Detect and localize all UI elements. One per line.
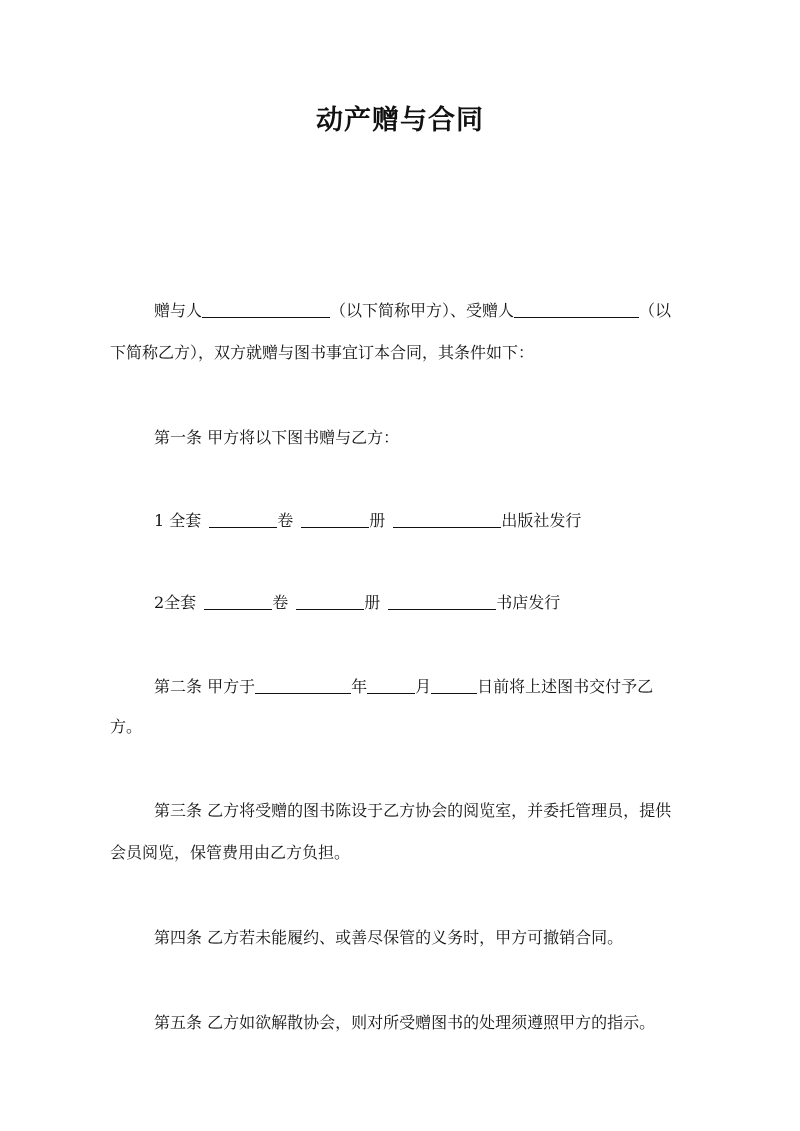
- item2-book-unit: 册: [364, 593, 381, 612]
- item1-book-unit: 册: [369, 511, 386, 530]
- item1-volume-blank: [209, 511, 277, 528]
- intro-line-2: 下简称乙方），双方就赠与图书事宜订本合同，其条件如下：: [110, 343, 535, 362]
- article-2-suffix: 日前将上述图书交付予乙: [477, 677, 654, 696]
- recipient-alias-start: （以: [639, 301, 672, 320]
- item1-suffix: 出版社发行: [501, 511, 582, 530]
- recipient-blank: [514, 301, 639, 318]
- article-2-line-1: [110, 664, 744, 709]
- document-title: 动产赠与合同: [316, 105, 484, 136]
- item1-prefix: 1 全套: [154, 511, 202, 530]
- book-item-1: [110, 498, 744, 543]
- day-blank: [431, 677, 477, 694]
- month-unit: 月: [415, 677, 432, 696]
- year-unit: 年: [351, 677, 368, 696]
- year-blank: [255, 677, 351, 694]
- item2-suffix: 书店发行: [496, 593, 561, 612]
- item2-store-blank: [388, 593, 496, 610]
- intro-line-1: [110, 288, 744, 333]
- article-3-line-1: 第三条 乙方将受赠的图书陈设于乙方协会的阅览室，并委托管理员，提供: [154, 801, 672, 820]
- book-item-2: [110, 580, 744, 625]
- article-4: 第四条 乙方若未能履约、或善尽保管的义务时，甲方可撤销合同。: [154, 928, 624, 947]
- item2-volume-blank: [204, 593, 272, 610]
- item1-book-blank: [301, 511, 369, 528]
- donor-blank: [202, 301, 330, 318]
- article-3-line-2: 会员阅览，保管费用由乙方负担。: [110, 843, 351, 862]
- article-5: 第五条 乙方如欲解散协会，则对所受赠图书的处理须遵照甲方的指示。: [154, 1013, 656, 1032]
- donor-label: 赠与人: [154, 301, 203, 320]
- article-2-prefix: 第二条 甲方于: [154, 677, 256, 696]
- month-blank: [367, 677, 415, 694]
- item2-prefix: 2全套: [154, 593, 197, 612]
- item1-volume-unit: 卷: [277, 511, 294, 530]
- donor-alias: （以下简称甲方）、受赠人: [330, 301, 515, 320]
- item2-volume-unit: 卷: [272, 593, 289, 612]
- article-1: 第一条 甲方将以下图书赠与乙方：: [154, 428, 400, 447]
- item1-publisher-blank: [393, 511, 501, 528]
- item2-book-blank: [296, 593, 364, 610]
- article-2-line-2: 方。: [110, 717, 143, 736]
